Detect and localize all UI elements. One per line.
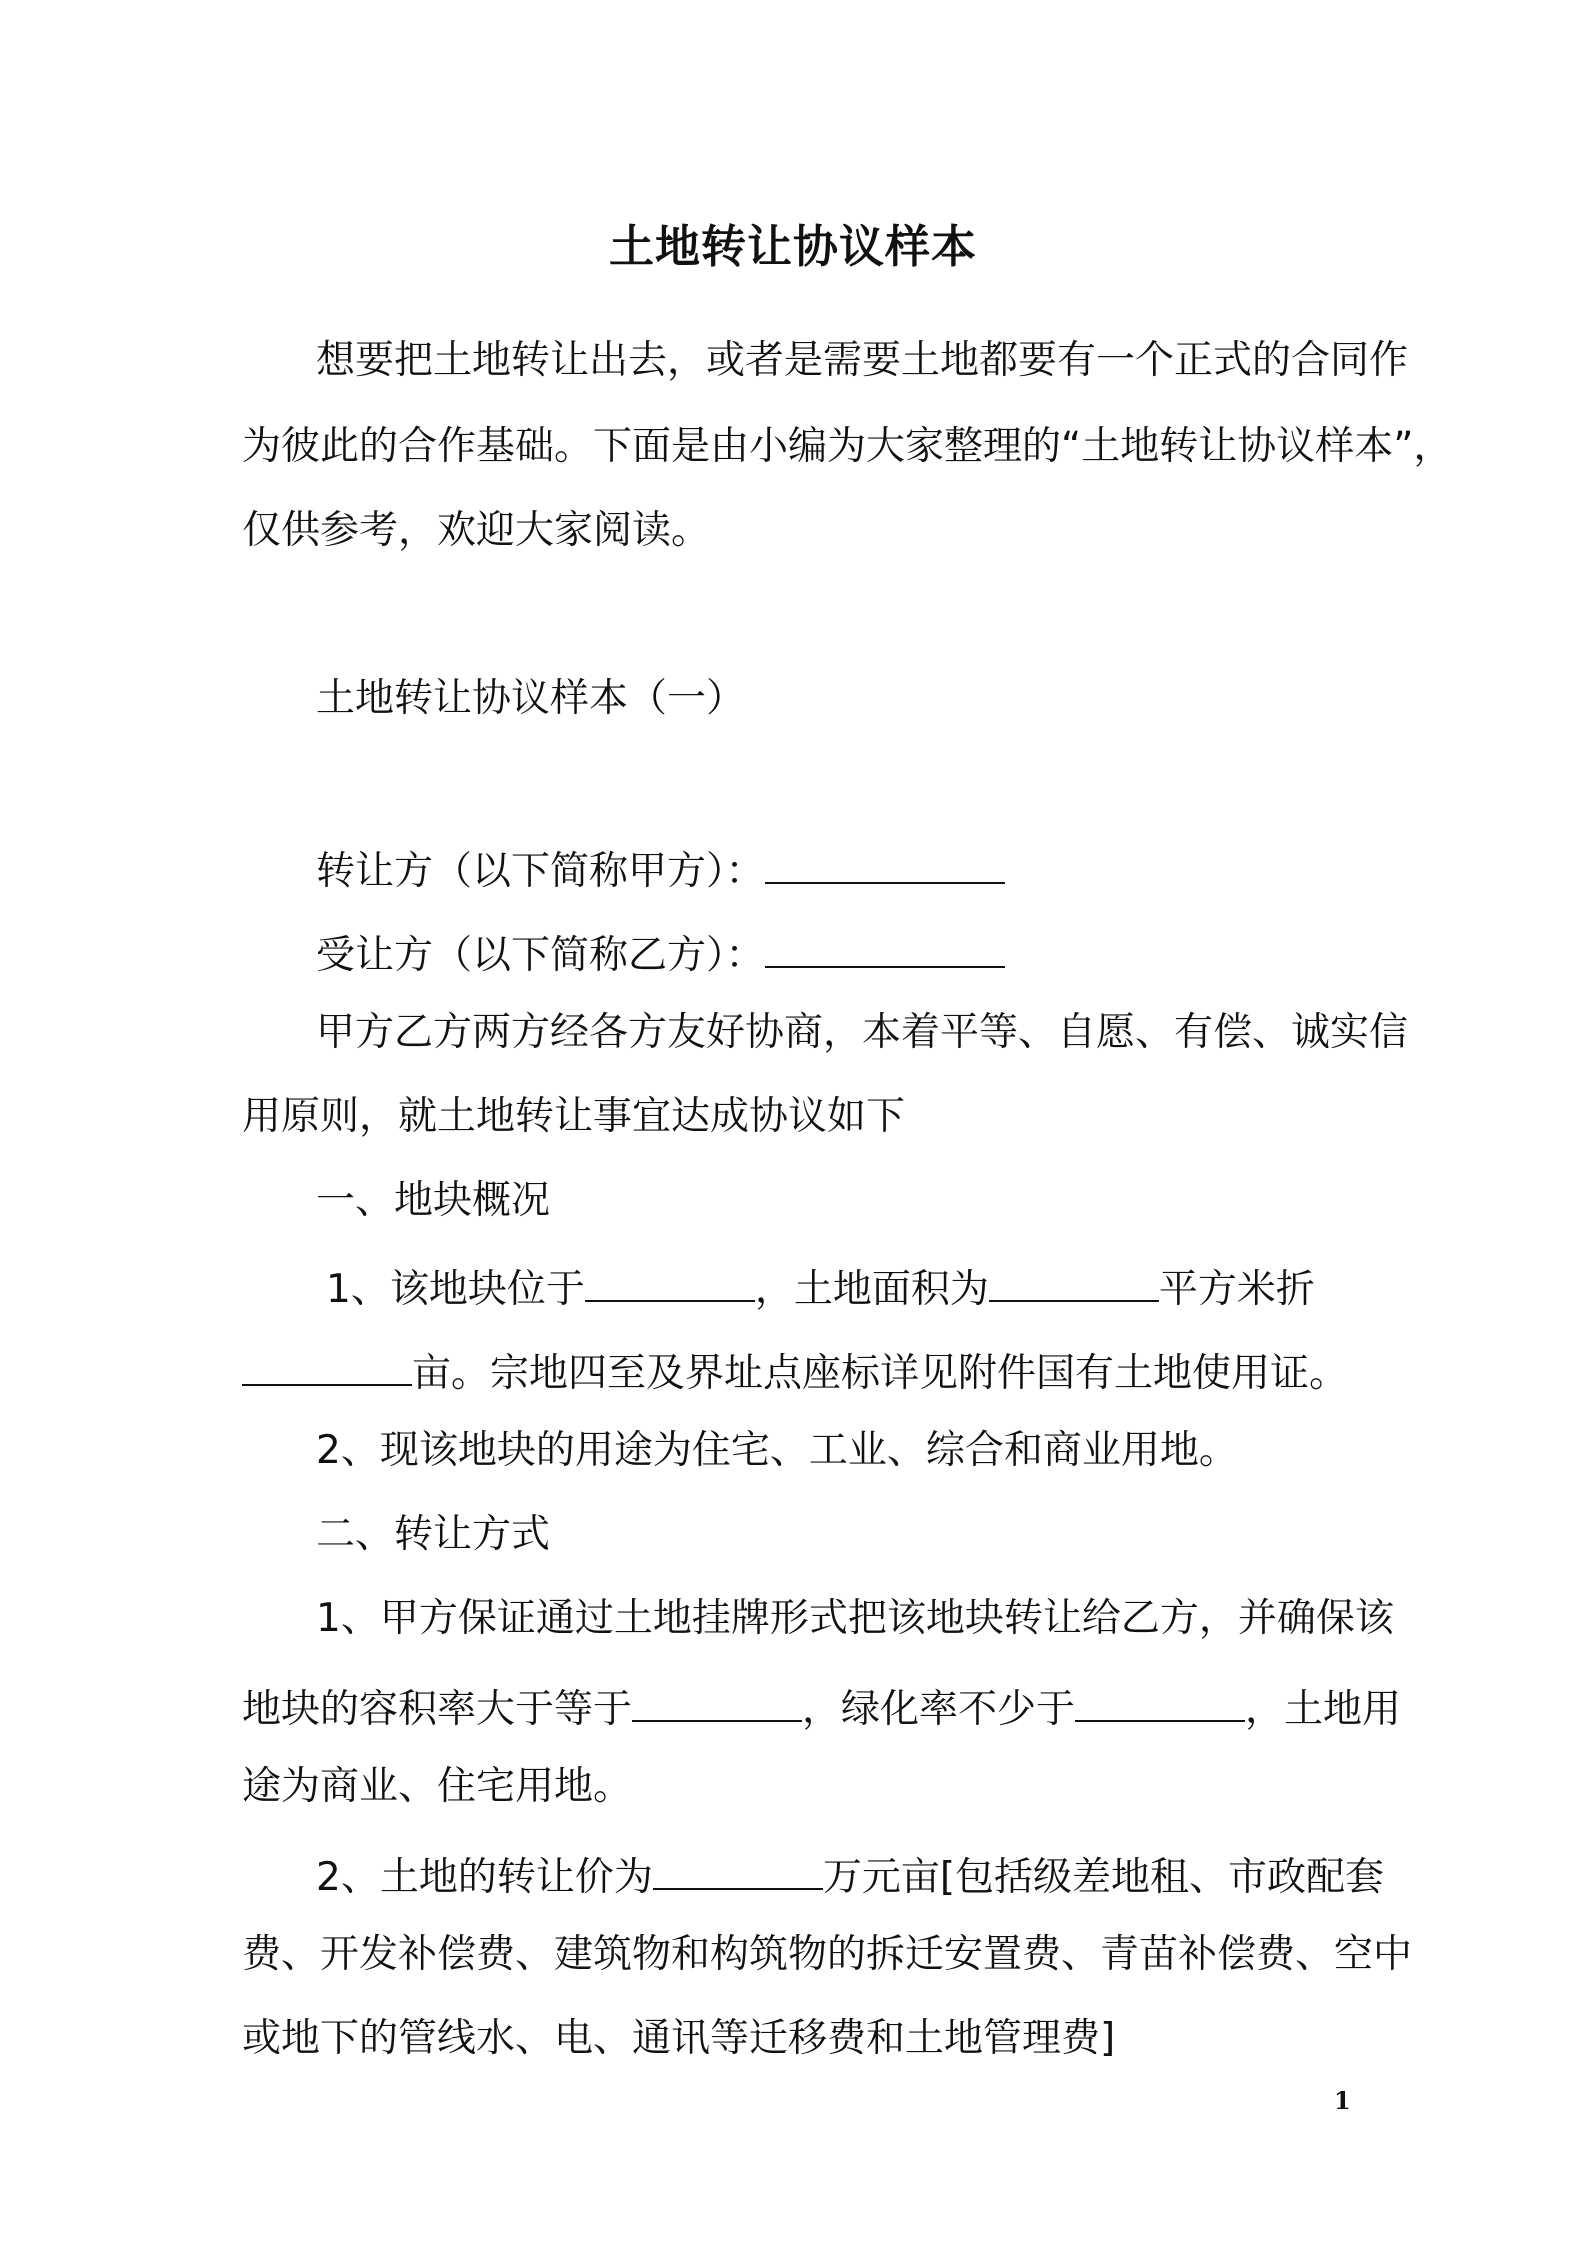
intro-line-2: 为彼此的合作基础。下面是由小编为大家整理的“土地转让协议样本”，: [242, 424, 1453, 469]
mu-blank: [242, 1344, 412, 1386]
transfer1-text-c: ，土地用: [1245, 1687, 1402, 1732]
transfer2-line-2: 费、开发补偿费、建筑物和构筑物的拆迁安置费、青苗补偿费、空中: [242, 1932, 1413, 1977]
area-blank: [989, 1260, 1159, 1302]
item1-line-1: [326, 1260, 1315, 1314]
green-ratio-blank: [1075, 1680, 1245, 1722]
transfer2-line-1: [316, 1848, 1384, 1902]
party-a-label: 转让方（以下简称甲方）：: [316, 849, 765, 894]
price-blank: [653, 1848, 823, 1890]
intro-line-3: 仅供参考，欢迎大家阅读。: [242, 508, 711, 553]
intro-line-1: 想要把土地转让出去，或者是需要土地都要有一个正式的合同作: [316, 338, 1409, 383]
item1-text-c: 平方米折: [1158, 1267, 1315, 1312]
party-b-label: 受让方（以下简称乙方）：: [316, 933, 765, 978]
transfer1-line-3: 途为商业、住宅用地。: [242, 1764, 633, 1809]
document-title: 土地转让协议样本: [608, 220, 977, 273]
transfer1-line-2: [242, 1680, 1401, 1734]
transfer2-text-b: 万元亩[包括级差地租、市政配套: [822, 1855, 1385, 1900]
party-a-line: [316, 842, 1005, 896]
party-b-line: [316, 926, 1005, 980]
location-blank: [585, 1260, 755, 1302]
item1-line-2: [242, 1344, 1348, 1398]
heading-land-overview: 一、地块概况: [316, 1178, 551, 1223]
page-number: 1: [1334, 2086, 1351, 2115]
item1-text-b: ，土地面积为: [754, 1267, 989, 1312]
section-heading: 土地转让协议样本（一）: [316, 676, 746, 721]
agreement-line-1: 甲方乙方两方经各方友好协商，本着平等、自愿、有偿、诚实信: [316, 1010, 1409, 1055]
plot-ratio-blank: [632, 1680, 802, 1722]
party-b-blank: [765, 926, 1005, 968]
item1-text-d: 亩。宗地四至及界址点座标详见附件国有土地使用证。: [412, 1351, 1349, 1396]
party-a-blank: [765, 842, 1005, 884]
transfer1-line-1: 1、甲方保证通过土地挂牌形式把该地块转让给乙方，并确保该: [316, 1596, 1394, 1641]
heading-transfer-method: 二、转让方式: [316, 1512, 551, 1557]
transfer1-text-b: ，绿化率不少于: [802, 1687, 1076, 1732]
transfer2-text-a: 2、土地的转让价为: [316, 1855, 653, 1900]
transfer1-text-a: 地块的容积率大于等于: [242, 1687, 633, 1732]
item2-line: 2、现该地块的用途为住宅、工业、综合和商业用地。: [316, 1428, 1238, 1473]
item1-text-a: 1、该地块位于: [326, 1267, 585, 1312]
agreement-line-2: 用原则，就土地转让事宜达成协议如下: [242, 1094, 906, 1139]
transfer2-line-3: 或地下的管线水、电、通讯等迁移费和土地管理费]: [242, 2016, 1116, 2061]
